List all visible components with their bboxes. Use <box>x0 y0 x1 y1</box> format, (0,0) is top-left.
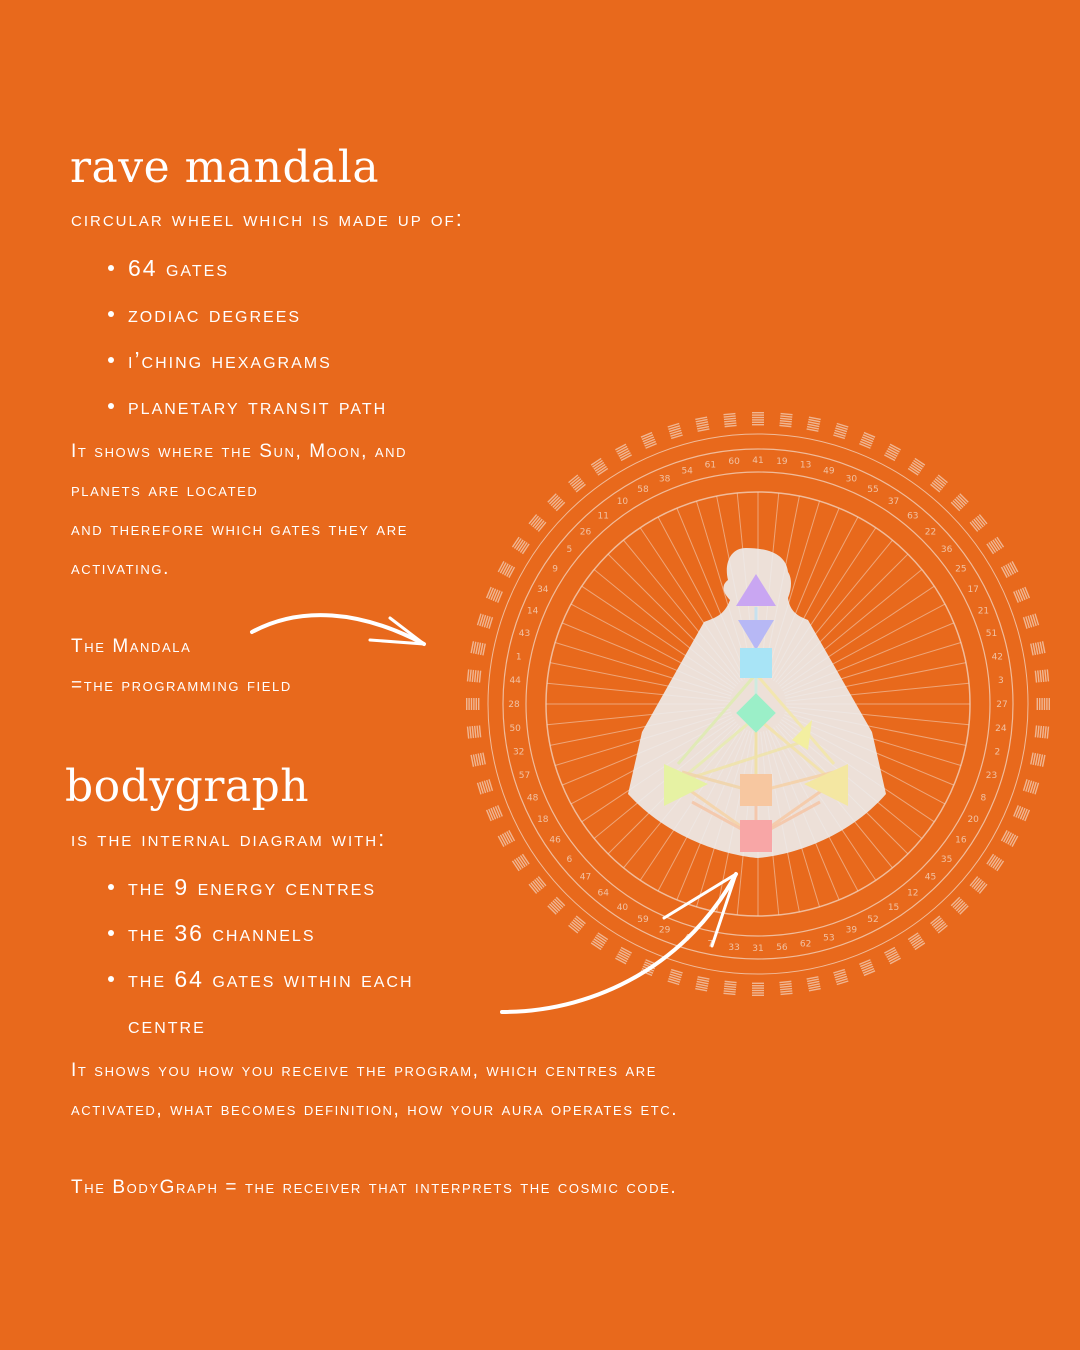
gate-number: 13 <box>799 460 812 471</box>
gate-number: 40 <box>616 902 629 913</box>
hexagram-icon <box>884 947 901 964</box>
hexagram-icon <box>547 897 565 915</box>
hexagram-icon <box>1037 698 1050 710</box>
gate-number: 49 <box>823 466 835 477</box>
hexagram-icon <box>615 444 632 461</box>
gate-number: 58 <box>637 484 649 495</box>
gate-number: 11 <box>597 511 609 522</box>
bodygraph-title: bodygraph <box>65 761 310 812</box>
hexagram-icon <box>908 932 925 950</box>
list-item: i’ching hexagrams <box>71 337 387 383</box>
gate-number: 45 <box>924 872 937 883</box>
hexagram-icon <box>859 432 875 449</box>
gate-number: 28 <box>508 700 520 710</box>
gate-number: 51 <box>985 629 998 640</box>
gate-number: 33 <box>728 942 740 953</box>
hexagram-icon <box>695 416 709 431</box>
hexagram-icon <box>641 959 657 976</box>
hexagram-icon <box>467 725 482 738</box>
hexagram-icon <box>695 976 709 991</box>
hexagram-icon <box>498 830 515 847</box>
gate-number: 35 <box>940 854 953 865</box>
summary-line: The Mandala <box>71 636 192 657</box>
gate-number: 17 <box>967 584 979 595</box>
hexagram-icon <box>615 947 632 964</box>
gate-number: 42 <box>991 652 1004 663</box>
hexagram-icon <box>591 458 608 476</box>
hexagram-icon <box>470 752 485 766</box>
hexagram-icon <box>970 876 988 894</box>
gate-number: 9 <box>552 564 558 575</box>
root-center <box>740 820 772 852</box>
gate-number: 43 <box>518 629 531 640</box>
gate-number: 64 <box>597 888 609 899</box>
hexagram-icon <box>723 981 736 996</box>
gate-number: 44 <box>509 676 521 687</box>
hexagram-icon <box>1023 779 1039 794</box>
gate-number: 21 <box>977 606 990 617</box>
throat-center <box>740 648 772 678</box>
gate-number: 52 <box>867 915 879 926</box>
bodygraph-subtitle: is the internal diagram with: <box>71 826 387 851</box>
hexagram-icon <box>470 641 485 655</box>
rave-mandala-subtitle: circular wheel which is made up of: <box>71 206 464 231</box>
sacral-center <box>740 774 772 806</box>
description-line: planets are located <box>71 480 259 501</box>
hexagram-icon <box>667 969 682 985</box>
hexagram-icon <box>930 474 948 492</box>
hexagram-icon <box>833 969 848 985</box>
description-line: It shows where the Sun, Moon, and <box>71 441 408 462</box>
gate-number: 3 <box>997 676 1004 687</box>
gate-number: 8 <box>980 793 987 804</box>
hexagram-icon <box>930 916 948 934</box>
list-item: the 9 energy centres <box>71 864 491 910</box>
hexagram-icon <box>498 561 515 578</box>
gate-number: 19 <box>776 457 788 468</box>
hexagram-icon <box>1001 830 1018 847</box>
description-line: and therefore which gates they are <box>71 519 408 540</box>
list-item: 64 gates <box>71 245 387 291</box>
hexagram-icon <box>806 416 820 431</box>
hexagram-icon <box>477 779 493 794</box>
gate-number: 5 <box>566 545 573 556</box>
hexagram-icon <box>486 587 503 603</box>
gate-number: 10 <box>616 497 629 508</box>
hexagram-icon <box>486 805 503 821</box>
gate-number: 20 <box>967 815 979 826</box>
gate-number: 59 <box>637 915 649 926</box>
gate-number: 57 <box>518 770 531 781</box>
hexagram-icon <box>1030 752 1045 766</box>
hexagram-icon <box>859 959 875 976</box>
hexagram-icon <box>667 423 682 439</box>
list-item: the 36 channels <box>71 910 491 956</box>
rave-mandala-summary <box>71 627 391 705</box>
gate-number: 50 <box>509 723 521 734</box>
description-line: activating. <box>71 558 170 579</box>
gate-number: 25 <box>955 564 967 575</box>
gate-number: 56 <box>776 942 788 953</box>
hexagram-icon <box>547 493 565 511</box>
hexagram-icon <box>833 423 848 439</box>
description-line: It shows you how you receive the program, which centres are <box>71 1060 658 1081</box>
gate-number: 14 <box>526 606 539 617</box>
gate-number: 62 <box>799 939 812 950</box>
gate-number: 55 <box>867 484 879 495</box>
hexagram-icon <box>779 413 792 428</box>
gate-number: 61 <box>704 460 717 471</box>
summary-line: =the programming field <box>71 675 292 696</box>
hexagram-icon <box>986 537 1004 554</box>
gate-number: 18 <box>537 815 549 826</box>
gate-number: 63 <box>907 511 919 522</box>
hexagram-icon <box>951 493 969 511</box>
gate-number: 29 <box>658 925 671 936</box>
gate-number: 24 <box>995 723 1007 734</box>
list-item: the 64 gates within each centre <box>71 956 491 1048</box>
rave-mandala-list <box>71 245 387 429</box>
gate-number: 2 <box>994 747 1001 758</box>
rave-mandala-illustration <box>462 402 1062 1002</box>
hexagram-icon <box>466 698 479 710</box>
hexagram-icon <box>1035 669 1050 682</box>
gate-number: 12 <box>907 888 919 899</box>
gate-number: 53 <box>823 933 835 944</box>
hexagram-icon <box>1001 561 1018 578</box>
hexagram-icon <box>752 412 764 425</box>
hexagram-icon <box>1013 587 1030 603</box>
gate-number: 46 <box>549 835 561 846</box>
hexagram-icon <box>1035 725 1050 738</box>
hexagram-icon <box>723 413 736 428</box>
hexagram-icon <box>467 669 482 682</box>
hexagram-icon <box>568 474 586 492</box>
gate-number: 36 <box>940 545 953 556</box>
rave-mandala-description <box>71 432 491 588</box>
hexagram-icon <box>568 916 586 934</box>
gate-number: 37 <box>887 497 900 508</box>
gate-number: 22 <box>924 527 937 538</box>
bodygraph-list <box>71 864 491 1048</box>
hexagram-icon <box>970 514 988 532</box>
gate-number: 7 <box>707 939 714 950</box>
gate-number: 4 <box>684 933 691 944</box>
hexagram-icon <box>752 983 764 996</box>
gate-number: 41 <box>752 456 764 466</box>
gate-number: 26 <box>579 527 592 538</box>
gate-number: 27 <box>996 700 1008 710</box>
gate-number: 39 <box>845 925 858 936</box>
hexagram-icon <box>884 444 901 461</box>
gate-number: 34 <box>537 584 549 595</box>
gate-number: 60 <box>728 457 740 468</box>
gate-number: 32 <box>512 747 525 758</box>
hexagram-icon <box>779 981 792 996</box>
hexagram-icon <box>1023 613 1039 628</box>
gate-number: 6 <box>566 854 573 865</box>
gate-number: 48 <box>526 793 539 804</box>
gate-number: 15 <box>887 902 900 913</box>
gate-number: 47 <box>579 872 592 883</box>
gate-number: 30 <box>845 474 858 485</box>
hexagram-icon <box>806 976 820 991</box>
gate-number: 38 <box>658 474 671 485</box>
gate-number: 54 <box>681 466 693 477</box>
gate-number: 16 <box>955 835 967 846</box>
bodygraph-summary: The BodyGraph = the receiver that interprets the cosmic code. <box>71 1177 678 1198</box>
hexagram-icon <box>1013 805 1030 821</box>
rave-mandala-title: rave mandala <box>70 142 380 193</box>
gate-number: 23 <box>985 770 998 781</box>
hexagram-icon <box>1030 641 1045 655</box>
hexagram-icon <box>512 537 530 554</box>
description-line: activated, what becomes definition, how your aura operates etc. <box>71 1099 679 1120</box>
hexagram-icon <box>908 458 925 476</box>
hexagram-icon <box>512 854 530 871</box>
gate-number: 1 <box>515 652 522 663</box>
hexagram-icon <box>591 932 608 950</box>
gate-number: 31 <box>752 944 764 954</box>
hexagram-icon <box>951 897 969 915</box>
bodygraph-description <box>71 1051 871 1129</box>
list-item: planetary transit path <box>71 383 387 429</box>
list-item: zodiac degrees <box>71 291 387 337</box>
hexagram-icon <box>641 432 657 449</box>
hexagram-icon <box>528 876 546 894</box>
hexagram-icon <box>528 514 546 532</box>
hexagram-icon <box>986 854 1004 871</box>
hexagram-icon <box>477 613 493 628</box>
